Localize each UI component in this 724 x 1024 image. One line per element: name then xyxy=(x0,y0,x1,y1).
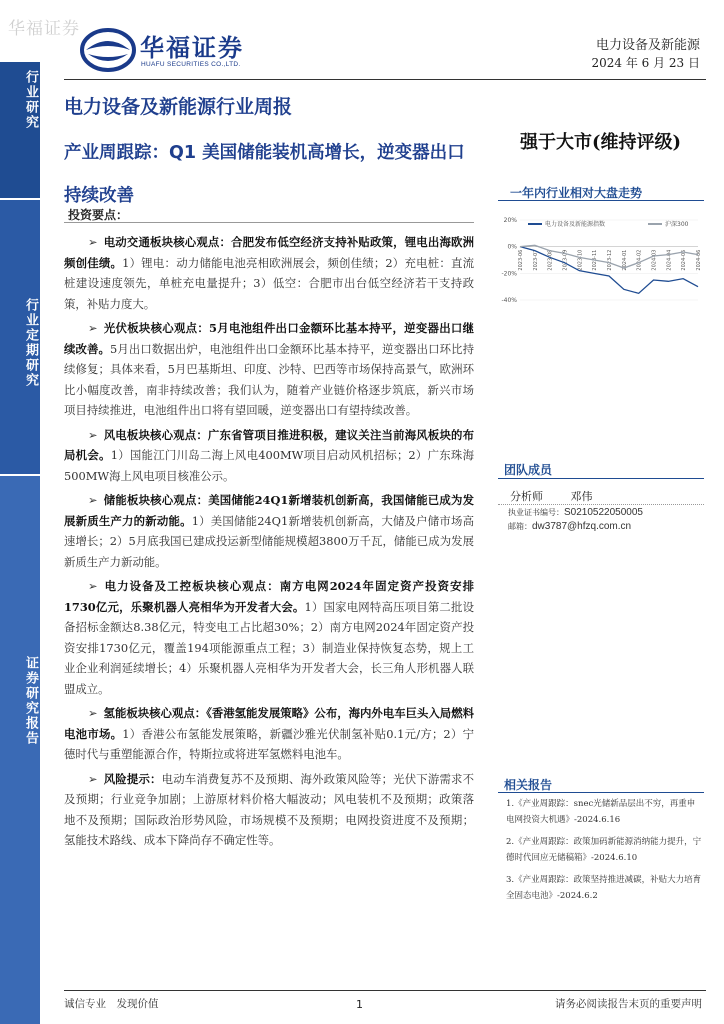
footer-disclaimer: 请务必阅读报告末页的重要声明 xyxy=(555,998,702,1010)
arrow-icon: ➢ xyxy=(88,321,98,335)
key-point xyxy=(64,576,474,699)
x-tick-label: 2024-04 xyxy=(666,249,673,271)
report-title: 电力设备及新能源行业周报 xyxy=(64,96,293,118)
related-divider xyxy=(498,792,704,793)
rating: 强于大市(维持评级) xyxy=(520,132,682,153)
logo-mark-icon xyxy=(80,28,136,72)
key-point-text: 1）香港公布氢能发展策略，新疆沙雅光伏制氢补贴0.1元/方；2）宁德时代与重塑能源合作，特斯拉或将进军氢燃料电池车。 xyxy=(64,726,474,761)
legend-label: 沪深300 xyxy=(665,221,689,228)
related-report-link[interactable]: 2.《产业周跟踪：政策加码新能源消纳能力提升，宁德时代回应无储稿箱》-2024.6.10 xyxy=(506,837,702,863)
arrow-icon: ➢ xyxy=(88,235,98,249)
y-tick-label: 0% xyxy=(507,243,517,251)
arrow-icon: ➢ xyxy=(88,706,98,720)
chart-heading-divider xyxy=(498,200,704,201)
x-tick-label: 2023-09 xyxy=(562,249,569,271)
logo-cn: 华福证券 xyxy=(140,34,244,62)
arrow-icon: ➢ xyxy=(88,493,98,507)
x-tick-label: 2024-03 xyxy=(651,249,658,271)
key-points-body xyxy=(64,232,474,855)
email-label: 邮箱： xyxy=(508,522,532,531)
key-point-text: 1）锂电：动力储能电池亮相欧洲展会，频创佳绩；2）充电桩：直流桩建设速度领先，单桩充电量提升；3）低空：合肥市出台低空经济若干支持政策，补贴力度大。 xyxy=(64,255,474,311)
sidebar-bottom-label: 证券研究报告 xyxy=(23,656,38,746)
key-point-text: 1）国家电网特高压项目第二批设备招标金额达8.38亿元，特变电工占比超30%；2）南方电网2024年固定资产投资安排1730亿元，覆盖194项能源重点工程；3）制造业保持恢复态势，规上工业企业利润延续增长；4）乐聚机器人亮相华为开发者大会，长三角人形机器人联盟成立。 xyxy=(64,599,474,696)
key-point xyxy=(64,490,474,572)
cert-row xyxy=(508,507,643,518)
header-divider xyxy=(64,79,706,80)
key-point xyxy=(64,769,474,851)
x-tick-label: 2024-05 xyxy=(681,249,688,271)
key-point-lead: 氢能板块核心观点：《香港氢能发展策略》公布，海内外电车巨头入局燃料电池市场。 xyxy=(64,706,474,741)
team-heading: 团队成员 xyxy=(504,463,553,477)
email-link[interactable]: dw3787@hfzq.com.cn xyxy=(532,521,632,532)
x-tick-label: 2023-08 xyxy=(547,249,554,271)
key-point xyxy=(64,318,474,421)
email-row xyxy=(508,521,631,532)
key-point-lead: 风电板块核心观点：广东省管项目推进积极，建议关注当前海风板块的布局机会。 xyxy=(64,427,474,462)
related-list xyxy=(506,796,702,904)
cert-label: 执业证书编号： xyxy=(508,508,564,517)
header-industry: 电力设备及新能源 xyxy=(595,38,700,53)
y-tick-label: -20% xyxy=(501,270,517,278)
related-report-link[interactable]: 3.《产业周跟踪：政策坚持推进减碳，补贴大力培育全固态电池》-2024.6.2 xyxy=(506,875,702,901)
sidebar-top-label: 行业研究 xyxy=(23,70,38,130)
analyst-role: 分析师 xyxy=(510,490,543,503)
chart-heading: 一年内行业相对大盘走势 xyxy=(510,186,643,200)
x-tick-label: 2023-12 xyxy=(607,249,613,271)
trend-chart xyxy=(498,210,704,310)
sidebar-bottom xyxy=(0,476,40,1024)
arrow-icon: ➢ xyxy=(88,427,98,442)
analyst-name: 邓伟 xyxy=(570,490,593,503)
x-tick-label: 2023-11 xyxy=(592,249,599,271)
arrow-icon: ➢ xyxy=(88,579,98,593)
x-tick-label: 2023-07 xyxy=(532,249,539,271)
x-tick-label: 2023-06 xyxy=(518,249,524,271)
sidebar-top xyxy=(0,62,40,198)
x-tick-label: 2024-01 xyxy=(621,249,628,271)
key-point-text: 5月出口数据出炉，电池组件出口金额环比基本持平，逆变器出口环比持续修复；具体来看，5月巴基斯坦、印度、沙特、巴西等市场保持高景气，欧洲环比小幅度改善，南非持续改善；我们认为，随着产业链价格逐步筑底，新兴市场项目持续推进，电池组件出口将有望回暖，逆变器出口有望持续改善。 xyxy=(64,341,474,417)
sidebar-mid-label: 行业定期研究 xyxy=(23,298,38,388)
footer-divider xyxy=(64,990,706,991)
page-number: 1 xyxy=(356,998,363,1011)
watermark: 华福证券 xyxy=(8,19,80,39)
key-point-lead: 电动交通板块核心观点：合肥发布低空经济支持补贴政策，锂电出海欧洲频创佳绩。 xyxy=(64,235,474,270)
related-heading: 相关报告 xyxy=(504,778,553,792)
x-tick-label: 2023-10 xyxy=(577,249,584,271)
key-point-text: 电动车消费复苏不及预期、海外政策风险等；光伏下游需求不及预期；行业竞争加剧；上游原材料价格大幅波动；风电装机不及预期；政策落地不及预期；国际政治形势风险，市场规模不及预期；电网投资进度不及预期；氢能技术路线、成本下降尚存不确定性等。 xyxy=(64,771,474,847)
sidebar-mid xyxy=(0,200,40,474)
report-subtitle: 产业周跟踪：Q1 美国储能装机高增长，逆变器出口持续改善 xyxy=(64,143,465,206)
analyst-row xyxy=(510,488,593,504)
cert-number: S0210522050005 xyxy=(564,507,643,518)
arrow-icon: ➢ xyxy=(88,771,98,786)
x-tick-label: 2024-06 xyxy=(696,249,702,271)
logo-en: HUAFU SECURITIES CO.,LTD. xyxy=(141,61,241,68)
key-point-text: 1）国能江门川岛二海上风电400MW项目启动风机招标；2）广东珠海500MW海上风电项目核准公示。 xyxy=(64,448,474,483)
key-point xyxy=(64,425,474,487)
key-point-text: 1）美国储能24Q1新增装机创新高，大储及户储市场高速增长；2）5月底我国已建成投运新型储能规模超3800万千瓦，储能已成为发展新质生产力新动能。 xyxy=(64,513,474,569)
key-point-lead: 风险提示： xyxy=(103,771,162,786)
y-tick-label: 20% xyxy=(503,217,517,224)
key-point-lead: 储能板块核心观点：美国储能24Q1新增装机创新高，我国储能已成为发展新质生产力的新动能。 xyxy=(64,493,474,528)
footer-slogan: 诚信专业 发现价值 xyxy=(64,998,159,1010)
key-point xyxy=(64,232,474,314)
key-points-divider xyxy=(64,222,474,223)
team-dotline xyxy=(498,504,704,505)
key-points-heading: 投资要点： xyxy=(68,208,129,222)
key-point-lead: 光伏板块核心观点：5月电池组件出口金额环比基本持平，逆变器出口继续改善。 xyxy=(64,321,474,356)
key-point-lead: 电力设备及工控板块核心观点：南方电网2024年固定资产投资安排1730亿元，乐聚机器人亮相华为开发者大会。 xyxy=(64,579,474,614)
legend-label: 电力设备及新能源指数 xyxy=(545,221,606,228)
company-logo xyxy=(80,26,280,76)
y-tick-label: -40% xyxy=(501,297,517,304)
header-date: 2024 年 6 月 23 日 xyxy=(591,56,700,70)
related-report-link[interactable]: 1.《产业周跟踪：snec光储新品层出不穷，再重申电网投资大机遇》-2024.6.16 xyxy=(506,799,696,825)
x-tick-label: 2024-02 xyxy=(636,249,643,271)
key-point xyxy=(64,703,474,765)
team-divider xyxy=(498,478,704,479)
